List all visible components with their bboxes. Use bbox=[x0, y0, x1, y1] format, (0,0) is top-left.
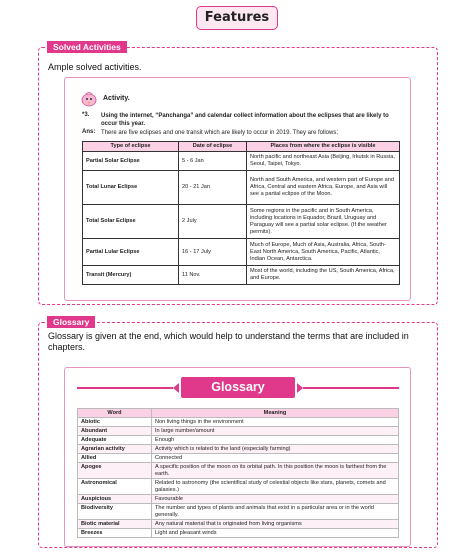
header-type: Type of eclipse bbox=[83, 142, 179, 152]
glossary-intro: Glossary is given at the end, which would help to understand the terms that are included in chapters. bbox=[48, 331, 409, 352]
glossary-meaning: A specific position of the moon on its orbital path. In this position the moon is farthest from the earth. bbox=[152, 463, 399, 479]
glossary-word: Biotic material bbox=[78, 520, 152, 529]
glossary-word: Astronomical bbox=[78, 479, 152, 495]
glossary-meaning: Favourable bbox=[152, 495, 399, 504]
eclipse-type: Partial Lular Eclipse bbox=[83, 239, 179, 266]
eclipse-date: 11 Nov. bbox=[179, 266, 247, 285]
glossary-table-header bbox=[78, 409, 399, 418]
glossary-meaning: Any natural material that is originated from living organisms bbox=[152, 520, 399, 529]
eclipse-places: North and South America, and western part of Europe and Africa, Central and eastern Africa, Europe, and Asia will see a partial eclipse of the Moon. bbox=[247, 171, 400, 205]
glossary-word: Breezes bbox=[78, 529, 152, 538]
table-row bbox=[78, 463, 399, 479]
header-word: Word bbox=[78, 409, 152, 418]
eclipse-type: Partial Solar Eclipse bbox=[83, 152, 179, 171]
table-row bbox=[78, 454, 399, 463]
glossary-meaning: The number and types of plants and animals that exist in a particular area or in the world generally. bbox=[152, 504, 399, 520]
glossary-meaning: Enough bbox=[152, 436, 399, 445]
glossary-section bbox=[38, 317, 438, 548]
table-row bbox=[78, 418, 399, 427]
table-row bbox=[78, 504, 399, 520]
banner-line-left bbox=[77, 387, 173, 389]
activity-sample-box bbox=[64, 77, 411, 301]
header-date: Date of eclipse bbox=[179, 142, 247, 152]
eclipse-date: 5 - 6 Jan bbox=[179, 152, 247, 171]
eclipse-type: Transit (Mercury) bbox=[83, 266, 179, 285]
eclipse-date: 16 - 17 July bbox=[179, 239, 247, 266]
eclipse-places: Some regions in the pacific and in South America, including locations in Equador, Brazil, Uruguay and Paraguay will see a partial solar eclipse. (If the weather permits). bbox=[247, 205, 400, 239]
table-row bbox=[78, 436, 399, 445]
table-row bbox=[78, 529, 399, 538]
eclipse-places: North pacific and northeast Asia (Beijing, Irkutsk in Russia, Seoul, Taipei, Tokyo. bbox=[247, 152, 400, 171]
glossary-word: Apogee bbox=[78, 463, 152, 479]
table-row bbox=[78, 495, 399, 504]
eclipse-type: Total Solar Eclipse bbox=[83, 205, 179, 239]
glossary-word: Biodiversity bbox=[78, 504, 152, 520]
glossary-table bbox=[77, 408, 399, 538]
solved-activities-intro: Ample solved activities. bbox=[48, 62, 142, 72]
table-row bbox=[83, 171, 400, 205]
glossary-meaning: In large number/amount bbox=[152, 427, 399, 436]
glossary-meaning: Related to astronomy (the scientifical study of celestial objects like stars, planets, comets and galaxies.) bbox=[152, 479, 399, 495]
glossary-label: Glossary bbox=[47, 316, 95, 328]
glossary-word: Allied bbox=[78, 454, 152, 463]
glossary-word: Adequate bbox=[78, 436, 152, 445]
table-row bbox=[83, 205, 400, 239]
table-row bbox=[78, 445, 399, 454]
glossary-meaning: Connected bbox=[152, 454, 399, 463]
glossary-word: Abiotic bbox=[78, 418, 152, 427]
glossary-word: Abundant bbox=[78, 427, 152, 436]
glossary-word: Auspicious bbox=[78, 495, 152, 504]
features-title: Features bbox=[196, 6, 278, 30]
banner-line-right bbox=[303, 387, 399, 389]
glossary-word: Agrarian activity bbox=[78, 445, 152, 454]
question-number: *3. bbox=[82, 112, 90, 118]
table-row bbox=[78, 427, 399, 436]
solved-activities-section bbox=[38, 42, 438, 305]
header-places: Places from where the eclipse is visible bbox=[247, 142, 400, 152]
table-row bbox=[83, 239, 400, 266]
solved-activities-label: Solved Activities bbox=[47, 41, 127, 53]
glossary-meaning: Activity which is related to the land (especially farming) bbox=[152, 445, 399, 454]
banner-arrow-left-icon bbox=[173, 383, 179, 393]
eclipse-places: Much of Europe, Much of Asia, Australia, Africa, South-East North America, South America, Pacific, Atlantic, Indian Ocean, Antarctica. bbox=[247, 239, 400, 266]
glossary-banner: Glossary bbox=[181, 377, 295, 398]
bird-mascot-icon bbox=[80, 91, 98, 107]
question-text: Using the internet, “Panchanga” and calendar collect information about the eclipses that are likely to occur this year. bbox=[101, 113, 389, 127]
glossary-sample-box bbox=[64, 367, 411, 547]
eclipse-type: Total Lunar Eclipse bbox=[83, 171, 179, 205]
table-row bbox=[83, 152, 400, 171]
glossary-meaning: Non living things in the environment bbox=[152, 418, 399, 427]
table-row bbox=[78, 479, 399, 495]
glossary-meaning: Light and pleasant winds bbox=[152, 529, 399, 538]
eclipse-date: 20 - 21 Jan bbox=[179, 171, 247, 205]
glossary-banner-wrap bbox=[77, 377, 399, 399]
eclipse-table-header bbox=[83, 142, 400, 152]
table-row bbox=[83, 266, 400, 285]
table-row bbox=[78, 520, 399, 529]
answer-label: Ans: bbox=[82, 129, 96, 135]
header-meaning: Meaning bbox=[152, 409, 399, 418]
activity-label: Activity. bbox=[103, 95, 130, 102]
eclipse-places: Most of the world, including the US, South America, Africa, and Europe. bbox=[247, 266, 400, 285]
eclipse-date: 2 July bbox=[179, 205, 247, 239]
eclipse-table bbox=[82, 141, 400, 285]
answer-text: There are five eclipses and one transit which are likely to occur in 2019. They are follows; bbox=[101, 130, 339, 136]
